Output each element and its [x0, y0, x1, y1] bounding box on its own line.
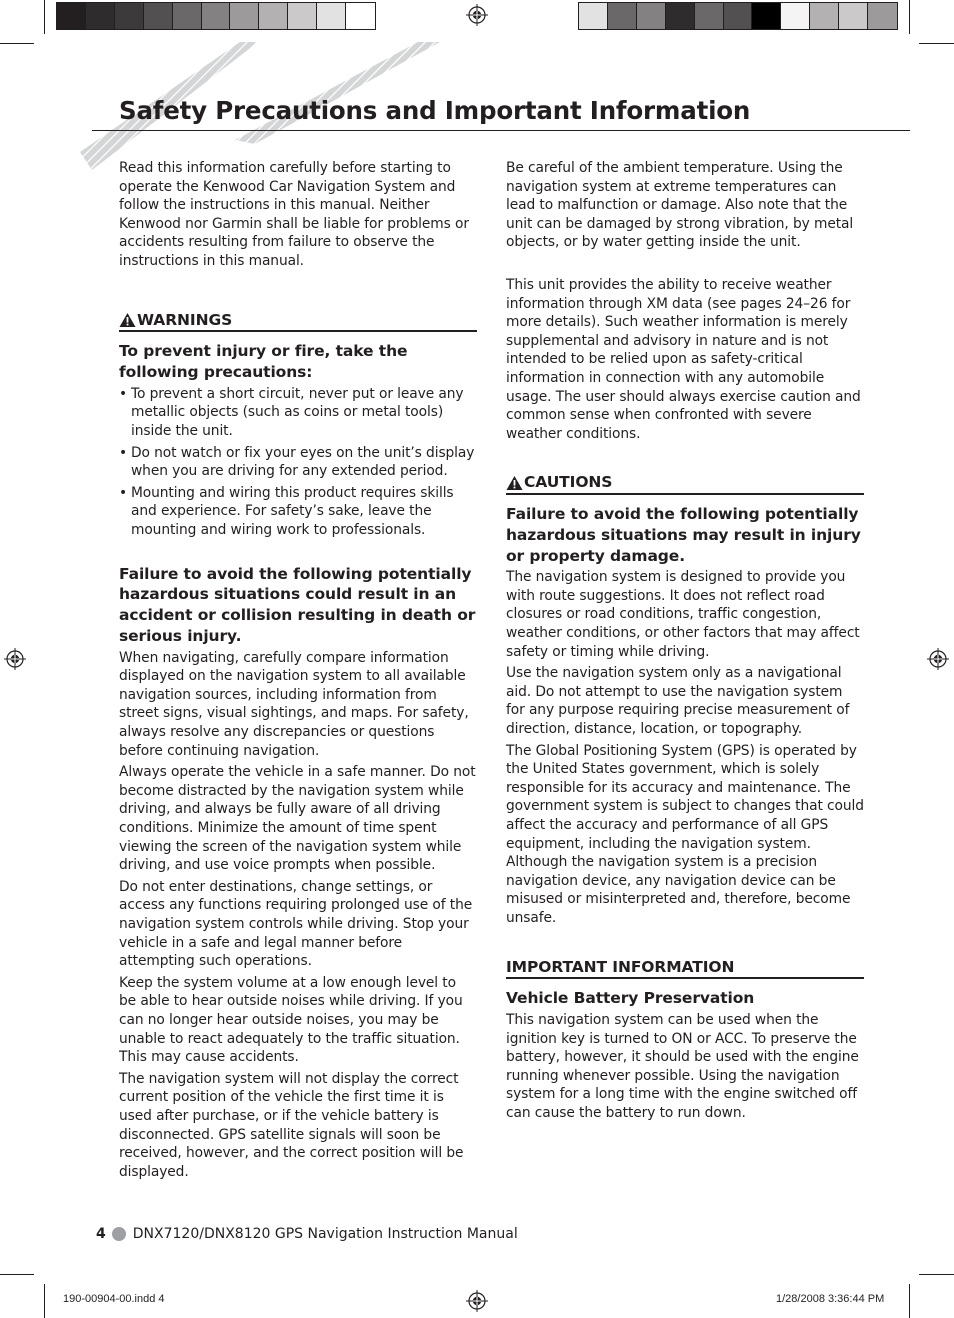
page-number: 4	[96, 1226, 106, 1242]
list-item: • Do not watch or fix your eyes on the unit’s display when you are driving for any extended period.	[119, 444, 475, 480]
color-swatch	[868, 3, 897, 29]
crop-mark	[919, 43, 954, 44]
color-swatch	[57, 3, 86, 29]
body-paragraph: Do not enter destinations, change settings, or access any functions requiring prolonged use of the navigation system controls while driving. Stop your vehicle in a safe and legal manner before attempting such operations.	[119, 878, 473, 970]
left-column	[119, 159, 477, 1184]
slug-date: 1/28/2008 3:36:44 PM	[776, 1293, 885, 1305]
color-swatch	[346, 3, 375, 29]
body-paragraph: Keep the system volume at a low enough level to be able to hear outside noises while driving. If you can no longer hear outside noises, you may be unable to react adequately to the traffic situation. This may cause accidents.	[119, 974, 463, 1066]
warnings-heading	[119, 311, 477, 333]
list-item-text: Mounting and wiring this product requires skills and experience. For safety’s sake, leave the mounting and wiring work to professionals.	[131, 484, 454, 538]
page-title: Safety Precautions and Important Information	[119, 96, 751, 125]
color-swatch	[173, 3, 202, 29]
crop-mark	[909, 1284, 910, 1318]
list-item-text: To prevent a short circuit, never put or leave any metallic objects (such as coins or metal tools) inside the unit.	[131, 385, 464, 439]
crop-mark	[919, 1274, 954, 1275]
crop-mark	[44, 1284, 45, 1318]
body-paragraph: Always operate the vehicle in a safe manner. Do not become distracted by the navigation system while driving, and always be fully aware of all driving conditions. Minimize the amount of time spent viewing the screen of the navigation system while driving, and use voice prompts when possible.	[119, 764, 476, 874]
color-swatch	[202, 3, 231, 29]
color-swatch	[144, 3, 173, 29]
registration-mark-icon	[927, 648, 949, 670]
cautions-heading-label: CAUTIONS	[524, 473, 613, 492]
body-paragraph: When navigating, carefully compare information displayed on the navigation system to all available navigation sources, including information from street signs, visual sightings, and maps. For safety, always resolve any discrepancies or questions before continuing navigation.	[119, 649, 469, 759]
color-swatch	[115, 3, 144, 29]
color-swatch	[781, 3, 810, 29]
color-swatch-bar-left	[56, 2, 376, 30]
color-swatch	[724, 3, 753, 29]
color-swatch	[288, 3, 317, 29]
list-item: • Mounting and wiring this product requires skills and experience. For safety’s sake, leave the mounting and wiring work to professionals.	[119, 484, 454, 538]
color-swatch	[259, 3, 288, 29]
injury-heading: To prevent injury or fire, take the following precautions:	[119, 342, 408, 381]
right-column	[506, 159, 864, 1126]
slug-file: 190-00904-00.indd 4	[63, 1293, 165, 1305]
hazard-heading: Failure to avoid the following potentially hazardous situations could result in an accident or collision resulting in death or serious injury.	[119, 564, 476, 645]
crop-mark	[0, 43, 34, 44]
battery-heading: Vehicle Battery Preservation	[506, 989, 755, 1008]
registration-mark-icon	[4, 648, 26, 670]
registration-mark-icon	[466, 1290, 488, 1312]
color-swatch	[317, 3, 346, 29]
color-swatch	[637, 3, 666, 29]
damage-heading: Failure to avoid the following potentially hazardous situations may result in injury or property damage.	[506, 504, 861, 565]
important-information-heading: IMPORTANT INFORMATION	[506, 958, 864, 980]
color-swatch	[608, 3, 637, 29]
title-rule	[92, 130, 910, 131]
body-paragraph: The navigation system is designed to provide you with route suggestions. It does not reflect road closures or road conditions, traffic congestion, weather conditions, or other factors that may affect safety or timing while driving.	[506, 569, 860, 660]
intro-paragraph: Read this information carefully before starting to operate the Kenwood Car Navigation System and follow the instructions in this manual. Neither Kenwood nor Garmin shall be liable for problems or accidents resulting from failure to observe the instructions in this manual.	[119, 160, 469, 269]
battery-paragraph: This navigation system can be used when the ignition key is turned to ON or ACC. To preserve the battery, however, it should be used with the engine running whenever possible. Using the navigation system for a long time with the engine switched off can cause the battery to run down.	[506, 1011, 859, 1121]
page-footer	[96, 1226, 518, 1242]
warning-triangle-icon	[506, 475, 523, 491]
list-item-text: Do not watch or fix your eyes on the unit’s display when you are driving for any extended period.	[131, 444, 475, 480]
color-swatch	[86, 3, 115, 29]
warning-triangle-icon	[119, 312, 136, 328]
manual-title: DNX7120/DNX8120 GPS Navigation Instruction Manual	[132, 1226, 518, 1242]
color-swatch	[666, 3, 695, 29]
color-swatch	[752, 3, 781, 29]
color-swatch	[695, 3, 724, 29]
cautions-heading	[506, 473, 864, 495]
precautions-list	[119, 385, 477, 540]
footer-circle-icon	[112, 1227, 126, 1241]
body-paragraph: The Global Positioning System (GPS) is operated by the United States government, which is solely responsible for its accuracy and maintenance. The government system is subject to changes that could affect the accuracy and performance of all GPS equipment, including the navigation system. Although the navigation system is a precision navigation device, any navigation device can be misused or misinterpreted and, therefore, become unsafe.	[506, 742, 864, 926]
crop-mark	[909, 0, 910, 34]
warnings-heading-label: WARNINGS	[137, 310, 233, 329]
color-swatch	[810, 3, 839, 29]
color-swatch-bar-right	[578, 2, 898, 30]
body-paragraph: Use the navigation system only as a navigational aid. Do not attempt to use the navigation system for any purpose requiring precise measurement of direction, distance, location, or topography.	[506, 665, 850, 738]
temperature-paragraph: Be careful of the ambient temperature. Using the navigation system at extreme temperatures can lead to malfunction or damage. Also note that the unit can be damaged by strong vibration, by metal objects, or by water getting inside the unit.	[506, 160, 854, 251]
crop-mark	[44, 0, 45, 34]
registration-mark-icon	[466, 4, 488, 26]
list-item: • To prevent a short circuit, never put or leave any metallic objects (such as coins or metal tools) inside the unit.	[119, 385, 464, 439]
body-paragraph: The navigation system will not display the correct current position of the vehicle the first time it is used after purchase, or if the vehicle battery is disconnected. GPS satellite signals will soon be received, however, and the correct position will be displayed.	[119, 1070, 464, 1180]
crop-mark	[0, 1274, 34, 1275]
color-swatch	[839, 3, 868, 29]
weather-paragraph: This unit provides the ability to receive weather information through XM data (see pages 24–26 for more details). Such weather information is merely supplemental and advisory in nature and is not intended to be relied upon as safety-critical information in connection with any automobile usage. The user should always exercise caution and common sense when confronted with severe weather conditions.	[506, 276, 861, 442]
color-swatch	[230, 3, 259, 29]
color-swatch	[579, 3, 608, 29]
